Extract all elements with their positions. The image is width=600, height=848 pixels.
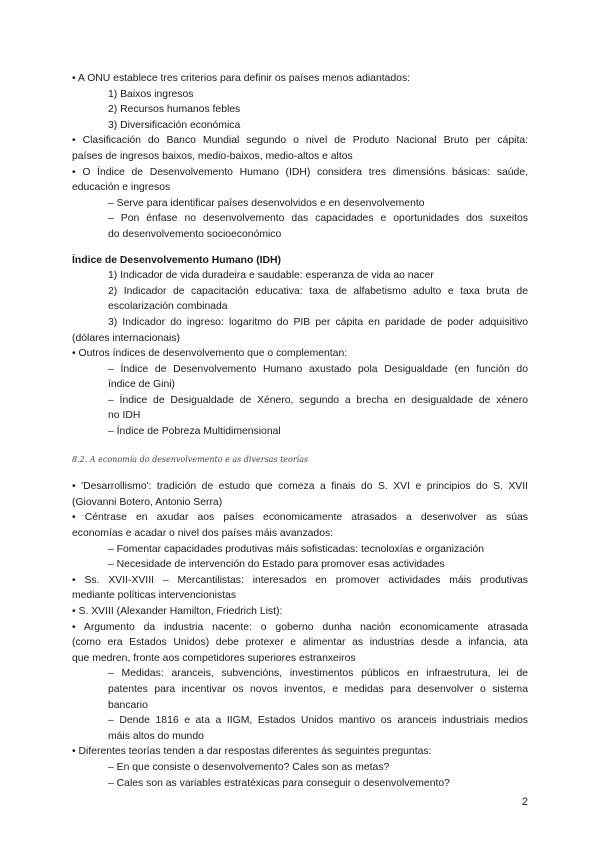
text-line: economías e acadar o nivel dos países máis avanzados: — [72, 528, 334, 540]
text-line-content: patentes para incentivar os novos inventos, e medidas para desenvolver o sistema — [108, 683, 528, 695]
text-line — [72, 713, 528, 729]
text-line: – En que consiste o desenvolvemento? Cales son as metas? — [108, 761, 390, 773]
text-line: – Serve para identificar países desenvolvidos e en desenvolvemento — [108, 197, 425, 209]
theories-section — [72, 479, 528, 791]
text-line-content: – Índice de Desenvolvemento Humano axustado pola Desigualdade (en función do — [108, 363, 528, 375]
text-line-content: – Dende 1816 e ata a IIGM, Estados Unidos mantivo os aranceis industriais medios — [108, 715, 528, 727]
text-line: índice de Gini) — [108, 379, 175, 391]
text-line: • A ONU establece tres criterios para definir os países menos adiantados: — [72, 73, 411, 84]
text-line: no IDH — [108, 410, 141, 422]
text-line-content: 3) Indicador do ingreso: logaritmo do PIB per cápita en paridade de poder adquisitivo — [108, 316, 528, 328]
text-line-content: – Pon énfase no desenvolvemento das capacidades e oportunidades dos suxeitos — [108, 213, 528, 225]
text-line: (dólares internacionais) — [72, 332, 181, 344]
text-line-content: – Índice de Desigualdade de Xénero, segundo a brecha en desigualdade de xénero — [108, 394, 528, 406]
page-content — [72, 71, 528, 791]
text-line — [72, 315, 528, 331]
spacer — [72, 467, 528, 479]
text-line-content: • Ss. XVII-XVIII – Mercantilistas: interesados en promover actividades máis produtivas — [72, 574, 528, 586]
text-line: países de ingresos baixos, medio-baixos, medio-altos e altos — [72, 150, 353, 162]
text-line — [72, 666, 528, 682]
text-line: • Outros índices de desenvolvemento que o complementan: — [72, 348, 348, 360]
text-line: 1) Baixos ingresos — [108, 88, 194, 100]
text-line — [72, 510, 528, 526]
text-line-content: • 'Desarrollismo': tradición de estudo que comeza a finais do S. XVI e principios do S. XVII — [72, 481, 528, 493]
text-line: 3) Diversificación económica — [108, 119, 241, 131]
text-line: – Fomentar capacidades produtivas máis sofisticadas: tecnoloxías e organización — [108, 543, 484, 555]
text-line — [72, 635, 528, 651]
text-line — [72, 284, 528, 300]
text-line: que medren, fronte aos competidores superiores estranxeiros — [72, 652, 356, 664]
text-line: mediante políticas intervencionistas — [72, 590, 237, 602]
text-line: • Diferentes teorías tenden a dar respostas diferentes ás seguintes preguntas: — [72, 746, 432, 758]
text-line-content: 2) Indicador de capacitación educativa: taxa de alfabetismo adulto e taxa bruta de — [108, 285, 528, 297]
text-line: (Giovanni Botero, Antonio Serra) — [72, 496, 223, 508]
text-line-content: • Argumento da industria nacente: o goberno dunha nación economicamente atrasada — [72, 621, 528, 633]
text-line — [72, 211, 528, 227]
text-line: – Cales son as variables estratéxicas para conseguir o desenvolvemento? — [108, 777, 450, 789]
text-line: • S. XVIII (Alexander Hamilton, Friedrich List): — [72, 606, 283, 617]
text-line: do desenvolvemento socioeconómico — [108, 228, 282, 240]
text-line: máis altos do mundo — [108, 730, 204, 742]
page-number: 2 — [521, 796, 528, 808]
text-line: 2) Recursos humanos febles — [108, 104, 241, 116]
text-line: bancario — [108, 699, 148, 711]
text-line: educación e ingresos — [72, 182, 171, 194]
idh-heading: Índice de Desenvolvemento Humano (IDH) — [72, 254, 282, 266]
text-line — [72, 362, 528, 378]
idh-section — [72, 268, 528, 440]
text-line — [72, 573, 528, 589]
text-line: – Índice de Pobreza Multidimensional — [108, 426, 281, 438]
text-line: 1) Indicador de vida duradeira e saudable: esperanza de vida ao nacer — [108, 270, 434, 282]
text-line-content: – Medidas: aranceis, subvencións, investimentos públicos en infraestrutura, lei de — [108, 668, 528, 680]
text-line — [72, 479, 528, 495]
section-title: 8.2. A economía do desenvolvemento e as diversas teorías — [72, 454, 309, 464]
text-line-content: • Céntrase en axudar aos países economicamente atrasados a desenvolver as súas — [72, 512, 528, 524]
text-line: escolarización combinada — [108, 301, 228, 313]
text-line — [72, 393, 528, 409]
text-line-content: (como era Estados Unidos) debe protexer e alimentar as industrias desde a infancia, ata — [72, 637, 528, 649]
text-line-content: • Clasificación do Banco Mundial segundo o nivel de Produto Nacional Bruto per cápita: — [72, 135, 528, 147]
text-line — [72, 133, 528, 149]
text-line-content: • O Índice de Desenvolvemento Humano (IDH) considera tres dimensións básicas: saúde, — [72, 166, 528, 178]
text-line — [72, 682, 528, 698]
text-line: – Necesidade de intervención do Estado para promover esas actividades — [108, 559, 445, 571]
text-line — [72, 620, 528, 636]
text-line — [72, 165, 528, 181]
criteria-section — [72, 71, 528, 243]
